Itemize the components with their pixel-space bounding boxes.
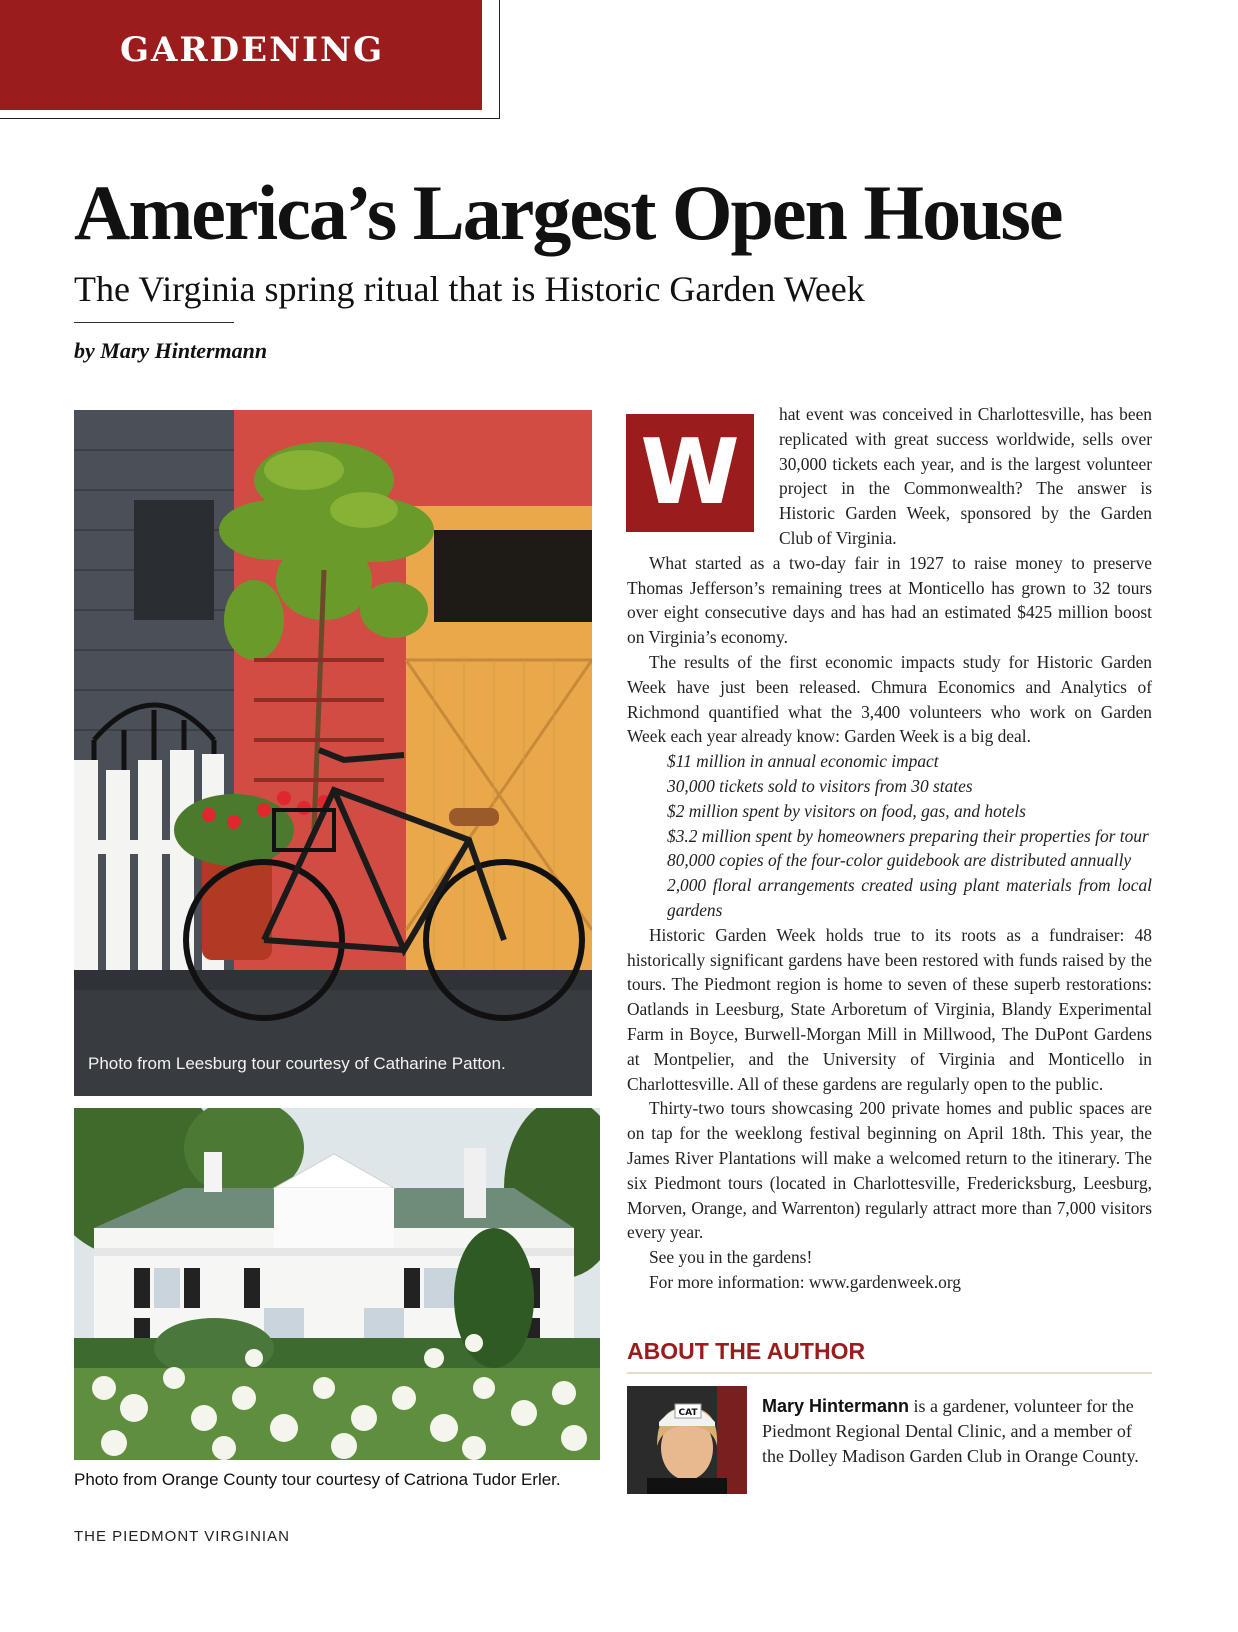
stat-item: 2,000 floral arrangements created using plant materials from local gardens [667,875,1152,920]
stat-item: 30,000 tickets sold to visitors from 30 states [667,775,973,796]
about-author-rule [627,1372,1152,1374]
drop-cap: W [626,414,754,532]
cap-logo-text: CAT [678,1408,698,1418]
photo-orange-county-house [74,1108,600,1460]
stats-list [627,749,1152,923]
byline: by Mary Hintermann [74,338,268,363]
about-author-heading: ABOUT THE AUTHOR [627,1338,866,1364]
photo2-caption: Photo from Orange County tour courtesy of Catriona Tudor Erler. [74,1470,561,1489]
stat-item: $2 million spent by visitors on food, gas, and hotels [667,800,1026,821]
paragraph: What started as a two-day fair in 1927 to raise money to preserve Thomas Jefferson’s remaining trees at Monticello has grown to 32 tours over eight consecutive days and has had an estimated $425 million boost on Virginia’s economy. [627,552,1152,648]
paragraph: Historic Garden Week holds true to its roots as a fundraiser: 48 historically significant gardens have been restored with funds raised by the tours. The Piedmont region is home to seven of these superb restorations: Oatlands in Leesburg, State Arboretum of Virginia, Blandy Experimental Farm in Boyce, Burwell-Morgan Mill in Millwood, The DuPont Gardens at Montpelier, and the University of Virginia and Monticello in Charlottesville. All of these gardens are regularly open to the public. [627,924,1152,1094]
stat-item: $11 million in annual economic impact [667,751,939,772]
photo1-caption: Photo from Leesburg tour courtesy of Catharine Patton. [88,1054,506,1073]
more-info-link[interactable]: For more information: www.gardenweek.org [649,1271,961,1292]
paragraph: The results of the first economic impacts study for Historic Garden Week have just been released. Chmura Economics and Analytics of Richmond quantified what the 3,400 volunteers who work on Garden Week each year already know: Garden Week is a big deal. [627,651,1152,747]
stat-item: $3.2 million spent by homeowners preparing their properties for tour [667,825,1149,846]
author-photo [627,1386,747,1494]
author-name: Mary Hintermann [762,1396,910,1416]
article-body [627,402,1152,1295]
section-label: GARDENING [120,30,385,70]
paragraph: See you in the gardens! [649,1247,813,1268]
article-title: America’s Largest Open House [74,169,1062,256]
author-bio-text: is a gardener, volunteer for the Piedmont Regional Dental Clinic, and a member of the Dolley Madison Garden Club in Orange County. [762,1396,1139,1466]
article-subtitle: The Virginia spring ritual that is Historic Garden Week [74,269,865,309]
stat-item: 80,000 copies of the four-color guidebook are distributed annually [667,850,1132,871]
author-bio [762,1394,1152,1468]
photo-leesburg-bicycle [74,410,592,1096]
paragraph: hat event was conceived in Charlottesville, has been replicated with great success worldwide, sells over 30,000 tickets each year, and is the largest volunteer project in the Commonwealth? The answer is Historic Garden Week, sponsored by the Garden Club of Virginia. [779,404,1152,548]
paragraph: Thirty-two tours showcasing 200 private homes and public spaces are on tap for the weeklong festival beginning on April 18th. This year, the James River Plantations will make a welcomed return to the itinerary. The six Piedmont tours (located in Charlottesville, Fredericksburg, Leesburg, Morven, Orange, and Warrenton) regularly attract more than 7,000 visitors every year. [627,1098,1152,1243]
publication-footer: THE PIEDMONT VIRGINIAN [74,1528,290,1545]
byline-rule [74,322,234,323]
